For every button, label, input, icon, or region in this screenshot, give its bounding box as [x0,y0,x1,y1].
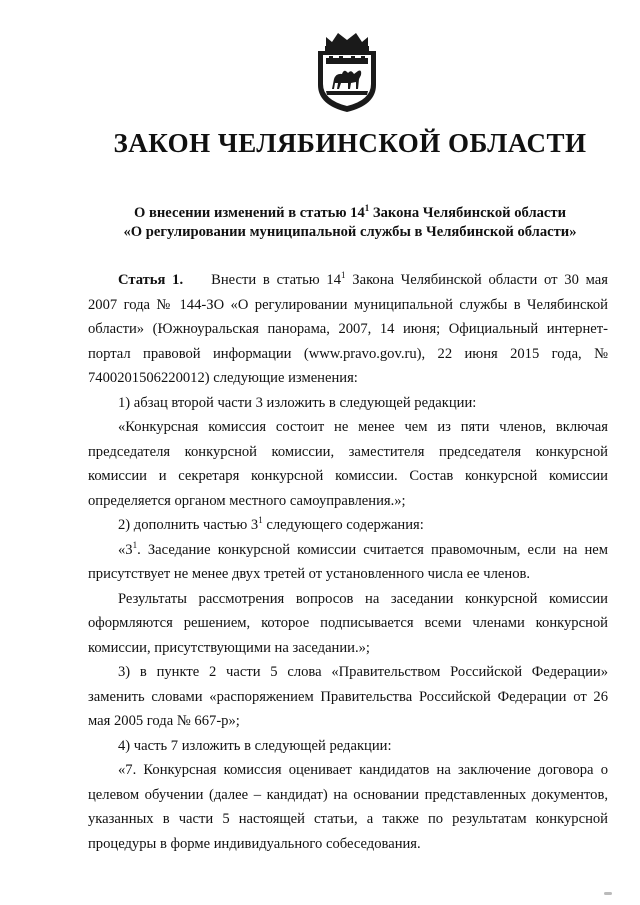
superscript: 1 [341,270,346,280]
item-4-text: «7. Конкурсная комиссия оценивает кандидатов на заключение договора о целевом обучении (далее – кандидат) на основании представленных документов, указанных в части 5 настоящей статьи, а также по результатам конкурсной процедуры в форме индивидуального собеседования. [88,762,608,852]
article-label: Статья 1. [118,272,184,288]
subtitle-text: Закона Челябинской области [369,205,566,221]
paragraph-text: следующего содержания: [262,517,424,533]
law-subtitle [0,204,640,242]
paragraph-text: Внести в статью 14 [211,272,342,288]
paragraph-text: 2) дополнить частью 3 [118,517,259,533]
subtitle-text: О внесении изменений в статью 14 [134,205,365,221]
article-body [88,268,608,856]
law-title: ЗАКОН ЧЕЛЯБИНСКОЙ ОБЛАСТИ [113,128,587,158]
superscript: 1 [258,515,263,525]
subtitle-line-2: «О регулировании муниципальной службы в Челябинской области» [123,224,577,240]
superscript: 1 [132,539,138,550]
paragraph-text: «3 [118,541,133,558]
superscript: 1 [364,203,370,213]
coat-of-arms-icon [312,27,382,113]
subtitle-line-1 [0,204,640,223]
paragraph-text: Закона Челябинской области от 30 мая 2007 года № 144-ЗО «О регулировании муниципальной службы в Челябинской области» (Южноуральская панорама, 2007, 14 июня; Официальный интернет-портал правовой информации (www.pravo.gov.ru), 22 июня 2015 года, № 7400201506220012) следующие изменения: [88,272,608,386]
item-2 [88,513,608,538]
item-4: 4) часть 7 изложить в следующей редакции: [118,737,392,754]
item-1: 1) абзац второй части 3 изложить в следующей редакции: [118,394,477,411]
item-2-text [88,538,608,587]
item-2-text-2: Результаты рассмотрения вопросов на заседании конкурсной комиссии оформляются решением, которое подписывается всеми членами конкурсной комиссии, присутствующими на заседании.»; [88,590,608,656]
item-3: 3) в пункте 2 части 5 слова «Правительством Российской Федерации» заменить словами «распоряжением Правительства Российской Федерации от 26 мая 2005 года № 667-р»; [88,664,608,729]
scan-speck [604,892,612,895]
article-intro [88,268,608,391]
item-1-text: «Конкурсная комиссия состоит не менее чем из пяти членов, включая председателя конкурсной комиссии, заместителя председателя конкурсной комиссии и секретаря конкурсной комиссии. Состав конкурсной комиссии определяется органом местного самоуправления.»; [88,419,608,509]
paragraph-text: . Заседание конкурсной комиссии считается правомочным, если на нем присутствует не менее двух третей от установленного числа ее членов. [88,541,608,582]
